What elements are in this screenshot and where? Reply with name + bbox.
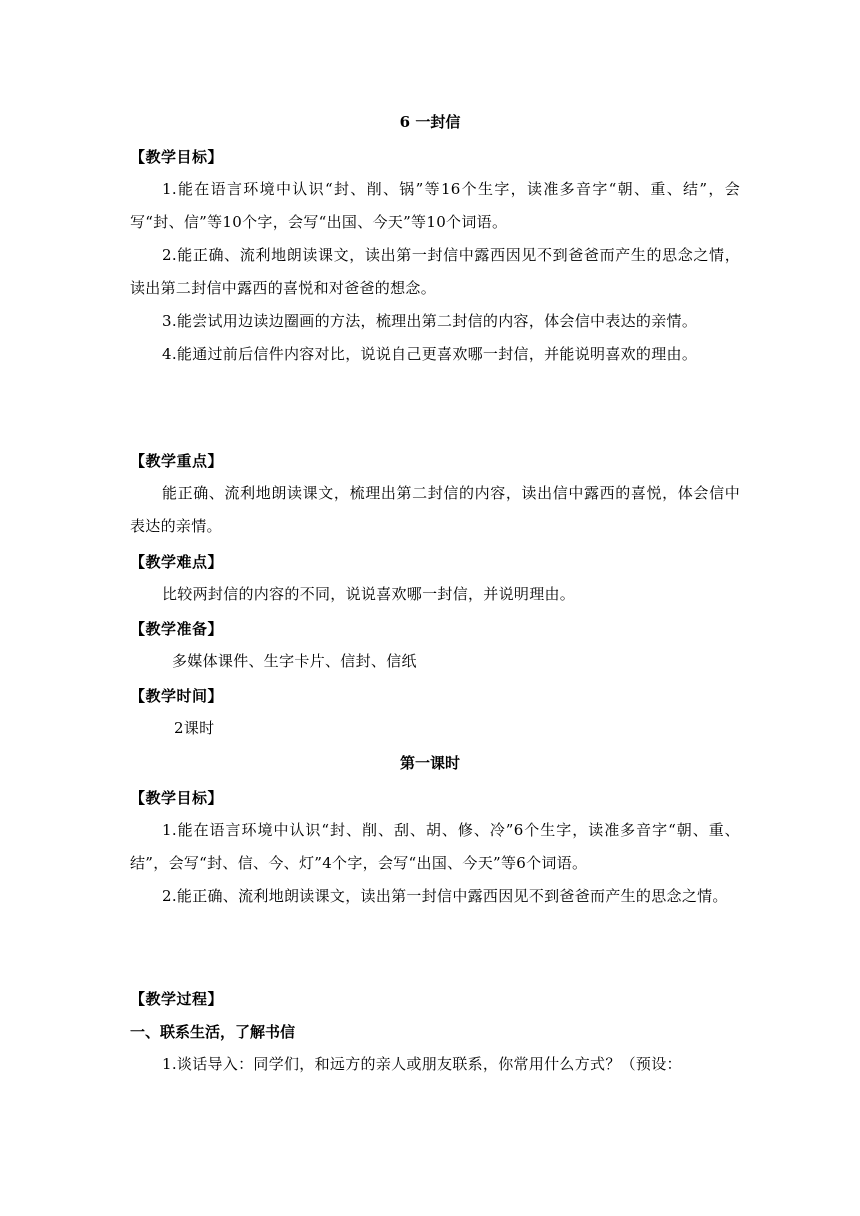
key-points-heading: 【教学重点】 <box>130 452 224 470</box>
difficulties-text: 比较两封信的内容的不同，说说喜欢哪一封信，并说明理由。 <box>162 585 576 603</box>
process-heading: 【教学过程】 <box>130 990 224 1008</box>
preparation-text: 多媒体课件、生字卡片、信封、信纸 <box>172 652 417 670</box>
goal-item: 4.能通过前后信件内容对比，说说自己更喜欢哪一封信，并能说明喜欢的理由。 <box>162 345 698 363</box>
lesson1-goal-item: 2.能正确、流利地朗读课文，读出第一封信中露西因见不到爸爸而产生的思念之情。 <box>162 887 728 905</box>
time-section <box>130 685 740 745</box>
lesson-title: 第一课时 <box>399 754 460 772</box>
lesson1-goals-section <box>130 787 740 913</box>
document-title: 6 一封信 <box>399 113 461 131</box>
preparation-heading: 【教学准备】 <box>130 620 224 638</box>
difficulties-heading: 【教学难点】 <box>130 553 224 571</box>
part1-heading: 一、联系生活，了解书信 <box>130 1023 296 1041</box>
preparation-section <box>130 618 740 678</box>
part1-item: 1.谈话导入：同学们，和远方的亲人或朋友联系，你常用什么方式？（预设： <box>162 1055 682 1073</box>
goal-item: 2.能正确、流利地朗读课文，读出第一封信中露西因见不到爸爸而产生的思念之情，读出第二封信中露西的喜悦和对爸爸的想念。 <box>130 246 740 297</box>
lesson1-goals-heading: 【教学目标】 <box>130 789 224 807</box>
time-text: 2课时 <box>174 719 215 737</box>
goals-heading: 【教学目标】 <box>130 148 224 166</box>
time-heading: 【教学时间】 <box>130 687 224 705</box>
key-points-section <box>130 450 740 543</box>
goal-item: 1.能在语言环境中认识“封、削、锅”等16个生字，读准多音字“朝、重、结”，会写“封、信”等10个字，会写“出国、今天”等10个词语。 <box>130 180 740 231</box>
key-points-text: 能正确、流利地朗读课文，梳理出第二封信的内容，读出信中露西的喜悦，体会信中表达的亲情。 <box>130 484 740 535</box>
difficulties-section <box>130 551 740 611</box>
goals-section <box>130 146 740 371</box>
lesson1-goal-item: 1.能在语言环境中认识“封、削、刮、胡、修、冷”6个生字，读准多音字“朝、重、结”，会写“封、信、今、灯”4个字，会写“出国、今天”等6个词语。 <box>130 821 740 872</box>
goal-item: 3.能尝试用边读边圈画的方法，梳理出第二封信的内容，体会信中表达的亲情。 <box>162 312 698 330</box>
process-section <box>130 988 740 1081</box>
